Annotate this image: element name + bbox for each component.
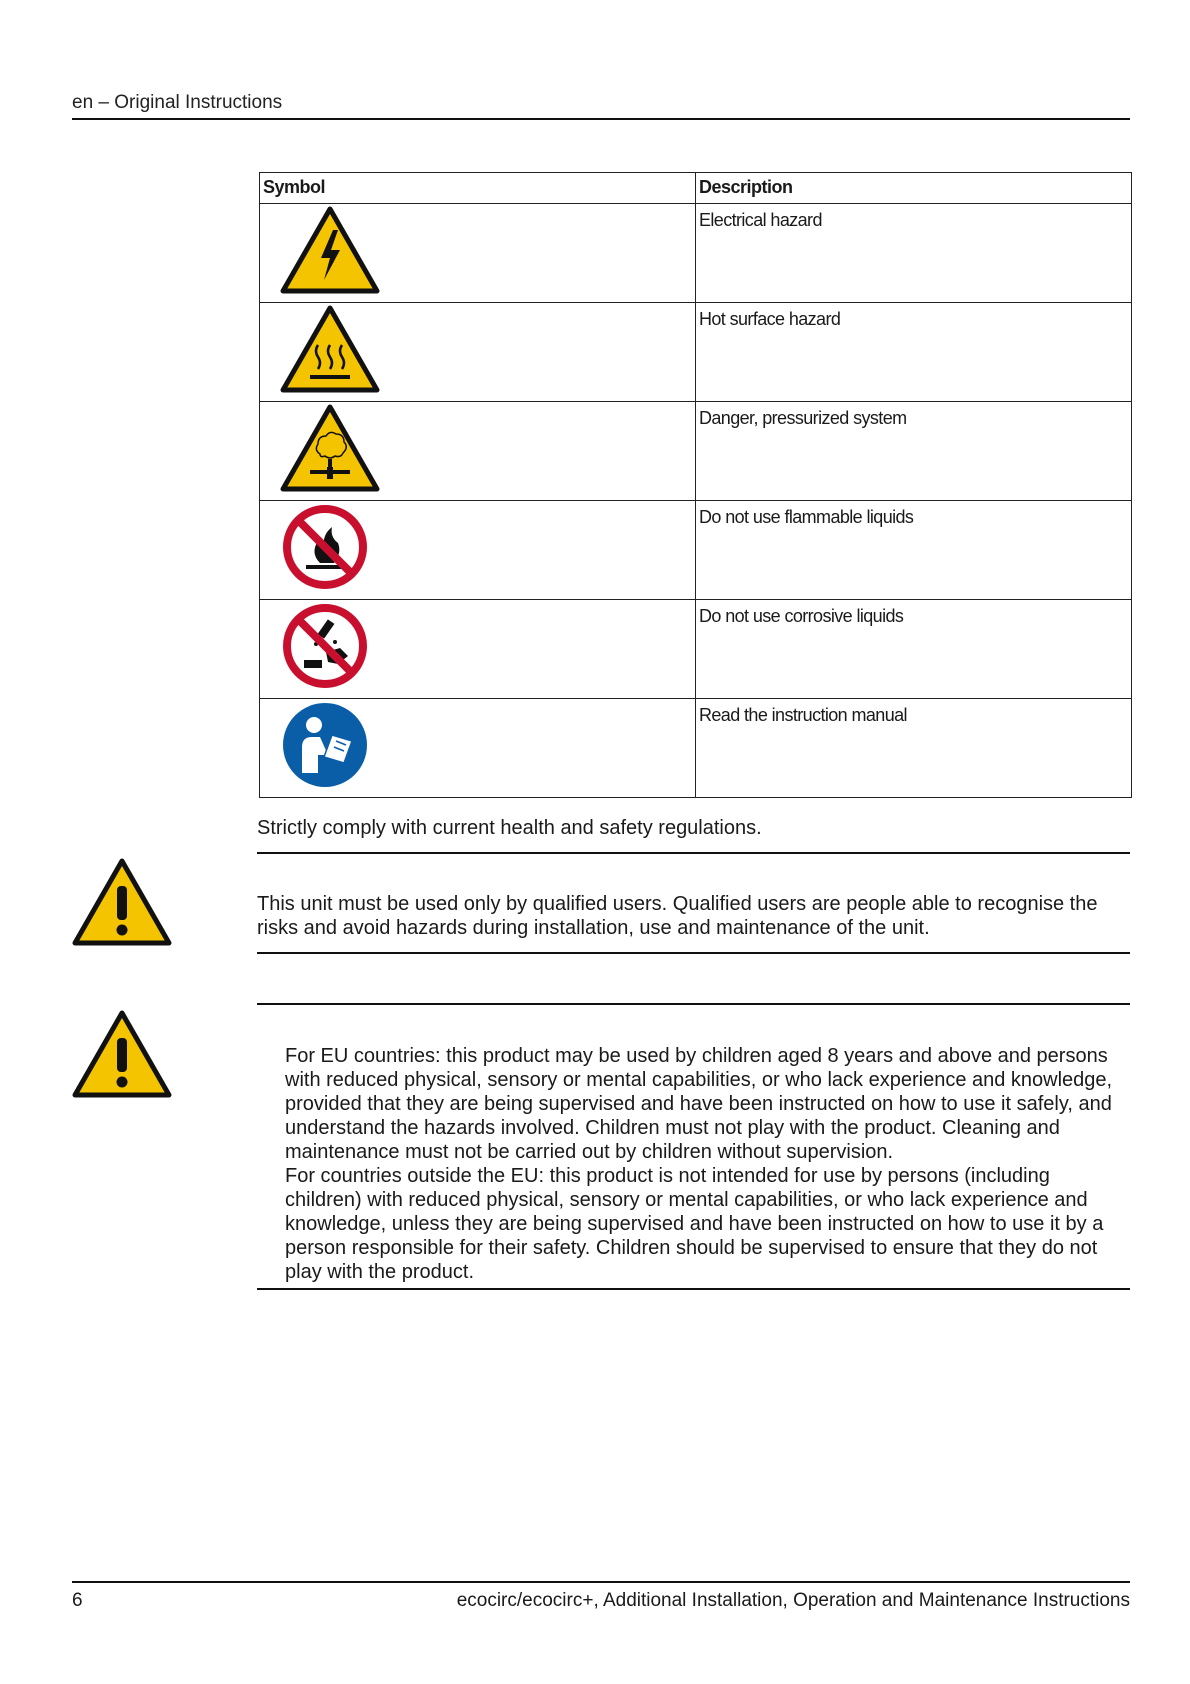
hot-surface-icon <box>280 305 380 393</box>
table-row <box>260 303 1132 402</box>
symbol-cell <box>260 402 696 501</box>
document-title: ecocirc/ecocirc+, Additional Installation, Operation and Maintenance Instructions <box>456 1590 1130 1611</box>
children-eu-note: For EU countries: this product may be used by children aged 8 years and above and persons with reduced physical, sensory or mental capabilities, or who lack experience and knowledge, provided that they are being supervised and have been instructed on how to use it safely, and understand the hazards involved. Children must not play with the product. Cleaning and maintenance must not be carried out by children without supervision. <box>285 1045 1113 1163</box>
description-cell: Read the instruction manual <box>696 699 1132 798</box>
no-corrosive-liquids-icon <box>280 602 370 690</box>
section-divider <box>257 1288 1130 1290</box>
footer-divider <box>72 1581 1130 1583</box>
section-divider <box>257 852 1130 854</box>
section-divider <box>257 952 1130 954</box>
table-row <box>260 699 1132 798</box>
table-header-row <box>260 173 1132 204</box>
description-cell: Hot surface hazard <box>696 303 1132 402</box>
comply-note: Strictly comply with current health and safety regulations. <box>257 817 762 839</box>
col-header-symbol: Symbol <box>260 173 696 204</box>
symbol-cell <box>260 699 696 798</box>
table-row <box>260 204 1132 303</box>
col-header-description: Description <box>696 173 1132 204</box>
electrical-hazard-icon <box>280 206 380 294</box>
read-manual-icon <box>280 701 370 789</box>
section-divider <box>257 1003 1130 1005</box>
symbol-cell <box>260 303 696 402</box>
table-row <box>260 501 1132 600</box>
pressurized-system-icon <box>280 404 380 492</box>
table-row <box>260 600 1132 699</box>
description-cell: Do not use corrosive liquids <box>696 600 1132 699</box>
symbol-table <box>259 172 1132 798</box>
symbol-cell <box>260 501 696 600</box>
children-non-eu-note: For countries outside the EU: this product is not intended for use by persons (including children) with reduced physical, sensory or mental capabilities, or who lack experience and knowledge, unless they are being supervised and have been instructed on how to use it by a person responsible for their safety. Children should be supervised to ensure that they do not play with the product. <box>285 1165 1104 1283</box>
description-cell: Do not use flammable liquids <box>696 501 1132 600</box>
warning-icon <box>72 1010 172 1098</box>
header-divider <box>72 118 1130 120</box>
running-header: en – Original Instructions <box>72 92 283 113</box>
description-cell: Danger, pressurized system <box>696 402 1132 501</box>
page-number: 6 <box>72 1590 83 1611</box>
table-row <box>260 402 1132 501</box>
no-flammable-liquids-icon <box>280 503 370 591</box>
warning-icon <box>72 858 172 946</box>
symbol-cell <box>260 204 696 303</box>
symbol-cell <box>260 600 696 699</box>
description-cell: Electrical hazard <box>696 204 1132 303</box>
qualified-users-note: This unit must be used only by qualified users. Qualified users are people able to recognise the risks and avoid hazards during installation, use and maintenance of the unit. <box>257 893 1098 939</box>
